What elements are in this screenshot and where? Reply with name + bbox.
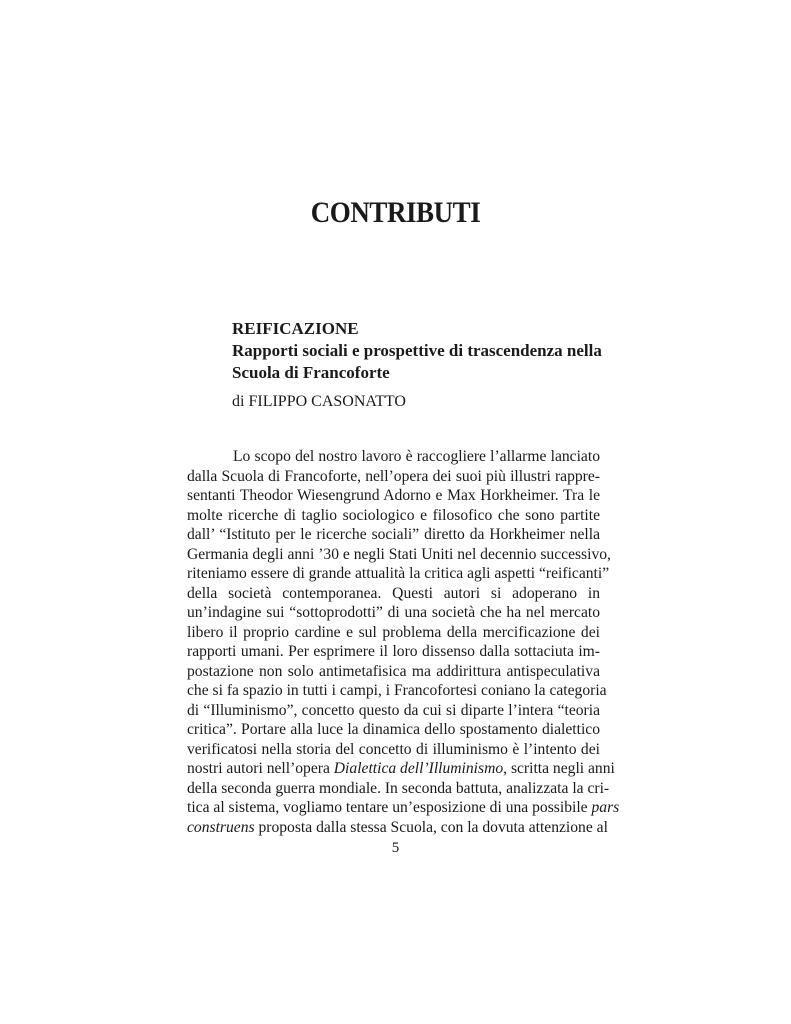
- line-text: nostri autori nell’opera: [187, 760, 334, 777]
- text-line: [187, 759, 615, 779]
- byline-prefix: di: [232, 393, 249, 410]
- text-line: di “Illuminismo”, concetto questo da cui si diparte l’intera “teoria: [187, 701, 600, 719]
- text-line: della seconda guerra mondiale. In seconda battuta, analizzata la cri-: [187, 779, 610, 797]
- text-line: dall’ “Istituto per le ricerche sociali” diretto da Horkheimer nella: [187, 526, 600, 543]
- text-line: sentanti Theodor Wiesengrund Adorno e Max Horkheimer. Tra le: [187, 487, 600, 504]
- author-first-initial: F: [248, 393, 258, 410]
- text-line: molte ricerche di taglio sociologico e filosofico che sono partite: [187, 506, 600, 524]
- text-line: un’indagine sui “sottoprodotti” di una società che ha nel mercato: [187, 604, 600, 621]
- text-line: che si fa spazio in tutti i campi, i Francofortesi coniano la categoria: [187, 682, 607, 699]
- book-title: Dialettica dell’Illuminismo: [333, 760, 504, 777]
- text-line: [187, 818, 608, 838]
- article-title-main: REIFICAZIONE: [232, 319, 359, 338]
- author-last-initial: C: [311, 393, 322, 410]
- body-paragraph: [187, 447, 620, 837]
- article-title: [232, 318, 632, 384]
- line-text: proposta dalla stessa Scuola, con la dovuta attenzione al: [254, 818, 608, 836]
- text-line: Germania degli anni ’30 e negli Stati Uniti nel decennio successivo,: [187, 545, 611, 563]
- section-heading: CONTRIBUTI: [310, 196, 481, 229]
- text-line: [187, 798, 620, 818]
- article-subtitle-line-1: Rapporti sociali e prospettive di trascendenza nella: [232, 341, 602, 360]
- page-number: 5: [391, 840, 400, 856]
- text-line: riteniamo essere di grande attualità la critica agli aspetti “reificanti”: [187, 565, 610, 582]
- text-line: Lo scopo del nostro lavoro è raccogliere l’allarme lanciato: [233, 448, 600, 465]
- text-line: verificatosi nella storia del concetto di illuminismo è l’intento dei: [187, 740, 600, 758]
- text-line: postazione non solo antimetafisica ma addirittura antispeculativa: [187, 662, 600, 680]
- line-text: tica al sistema, vogliamo tentare un’esposizione di una possibile: [187, 799, 592, 816]
- text-line: rapporti umani. Per esprimere il loro dissenso dalla sottaciuta im-: [187, 643, 600, 660]
- text-line: libero il proprio cardine e sul problema della mercificazione dei: [187, 623, 600, 641]
- line-text: , scritta negli anni: [503, 760, 615, 777]
- text-line: della società contemporanea. Questi autori si adoperano in: [187, 584, 600, 602]
- article-subtitle-line-2: Scuola di Francoforte: [232, 363, 390, 382]
- latin-term: construens: [187, 818, 255, 836]
- author-last-rest: ASONATTO: [321, 393, 406, 410]
- author-byline: [232, 393, 406, 411]
- text-line: critica”. Portare alla luce la dinamica dello spostamento dialettico: [187, 721, 600, 738]
- text-line: dalla Scuola di Francoforte, nell’opera dei suoi più illustri rappre-: [187, 467, 600, 485]
- latin-term: pars: [591, 799, 620, 816]
- author-first-rest: ILIPPO: [257, 393, 308, 410]
